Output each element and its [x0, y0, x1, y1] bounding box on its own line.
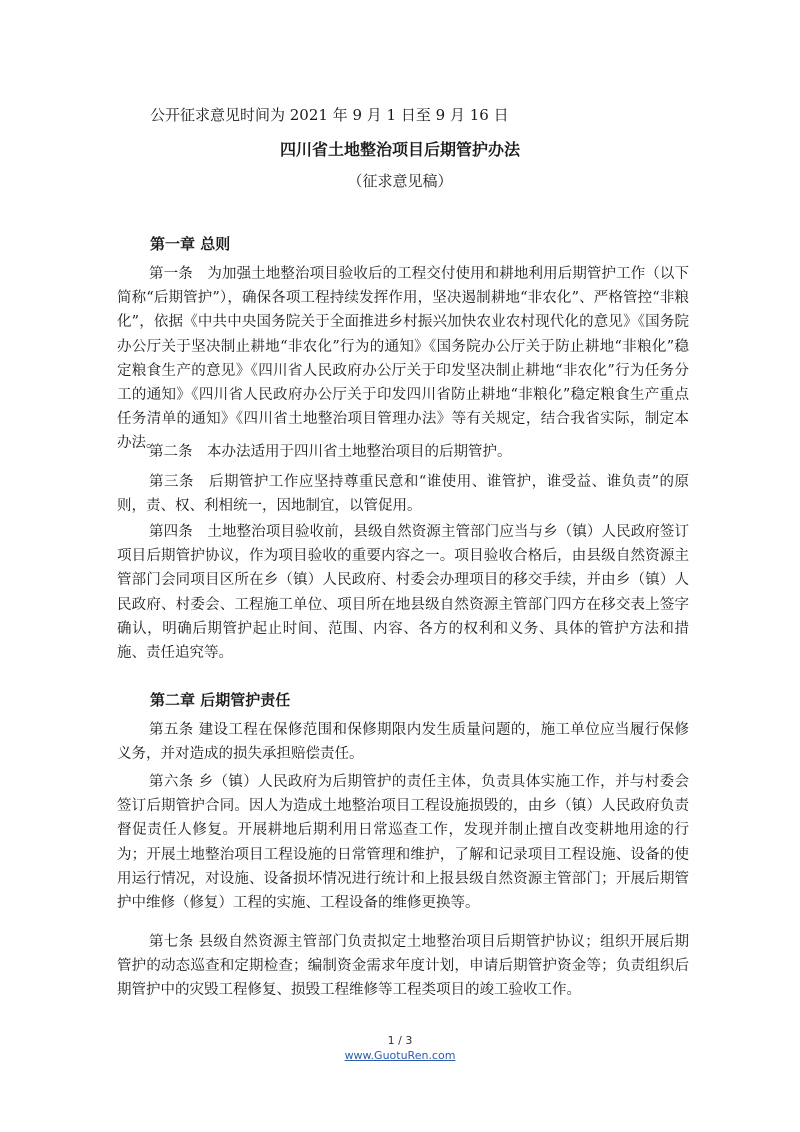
article-3: 第三条 后期管护工作应坚持尊重民意和“谁使用、谁管护，谁受益、谁负责”的原则，责、权、利相统一，因地制宜，以管促用。 [117, 474, 689, 515]
document-title: 四川省土地整治项目后期管护办法 [279, 140, 520, 159]
document-subtitle: （征求意见稿） [347, 172, 453, 190]
page-number: 1 / 3 [387, 1034, 413, 1047]
chapter-2-heading: 第二章 后期管护责任 [150, 691, 291, 709]
article-5: 第五条 建设工程在保修范围和保修期限内发生质量问题的，施工单位应当履行保修义务，并对造成的损失承担赔偿责任。 [117, 722, 689, 763]
article-4: 第四条 土地整治项目验收前，县级自然资源主管部门应当与乡（镇）人民政府签订项目后期管护协议，作为项目验收的重要内容之一。项目验收合格后，由县级自然资源主管部门会同项目区所在乡（镇）人民政府、村委会办理项目的移交手续，并由乡（镇）人民政府、村委会、工程施工单位、项目所在地县级自然资源主管部门四方在移交表上签字确认，明确后期管护起止时间、范围、内容、各方的权利和义务、具体的管护方法和措施、责任追究等。 [117, 524, 689, 662]
article-1: 第一条 为加强土地整治项目验收后的工程交付使用和耕地利用后期管护工作（以下简称“后期管护”），确保各项工程持续发挥作用，坚决遏制耕地“非农化”、严格管控“非粮化”，依据《中共中央国务院关于全面推进乡村振兴加快农业农村现代化的意见》《国务院办公厅关于坚决制止耕地“非农化”行为的通知》《国务院办公厅关于防止耕地“非粮化”稳定粮食生产的意见》《四川省人民政府办公厅关于印发坚决制止耕地“非农化”行为任务分工的通知》《四川省人民政府办公厅关于印发四川省防止耕地“非粮化”稳定粮食生产重点任务清单的通知》《四川省土地整治项目管理办法》等有关规定，结合我省实际，制定本办法。 [117, 266, 689, 452]
article-6: 第六条 乡（镇）人民政府为后期管护的责任主体，负责具体实施工作，并与村委会签订后期管护合同。因人为造成土地整治项目工程设施损毁的，由乡（镇）人民政府负责督促责任人修复。开展耕地后期利用日常巡查工作，发现并制止擅自改变耕地用途的行为；开展土地整治项目工程设施的日常管理和维护，了解和记录项目工程设施、设备的使用运行情况，对设施、设备损坏情况进行统计和上报县级自然资源主管部门；开展后期管护中维修（修复）工程的实施、工程设备的维修更换等。 [117, 774, 689, 912]
comment-period-notice: 公开征求意见时间为 2021 年 9 月 1 日至 9 月 16 日 [150, 106, 509, 124]
website-link[interactable]: www.GuotuRen.com [344, 1049, 456, 1062]
article-7: 第七条 县级自然资源主管部门负责拟定土地整治项目后期管护协议；组织开展后期管护的动态巡查和定期检查；编制资金需求年度计划，申请后期管护资金等；负责组织后期管护中的灾毁工程修复、损毁工程维修等工程类项目的竣工验收工作。 [117, 934, 689, 999]
article-2: 第二条 本办法适用于四川省土地整治项目的后期管护。 [149, 444, 512, 460]
chapter-1-heading: 第一章 总则 [150, 235, 231, 253]
